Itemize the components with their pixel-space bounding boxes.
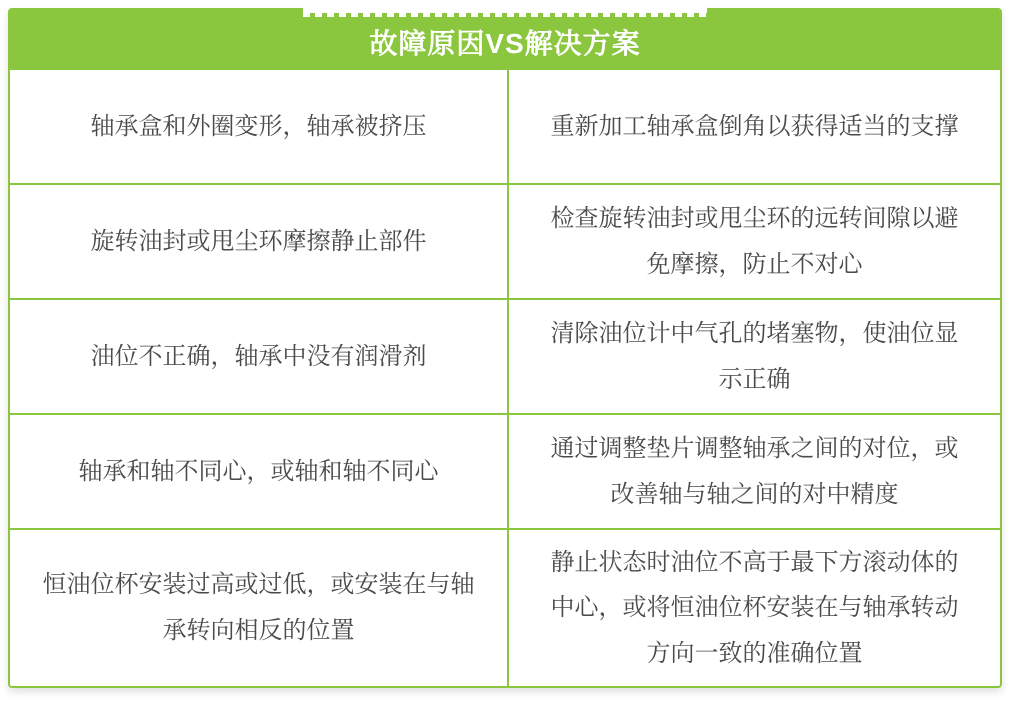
- cause-cell: 轴承盒和外圈变形，轴承被挤压: [90, 112, 427, 140]
- table-row: [10, 298, 1000, 413]
- solution-cell: 清除油位计中气孔的堵塞物，使油位显示正确: [507, 300, 1000, 413]
- solution-cell: 重新加工轴承盒倒角以获得适当的支撑: [507, 70, 1000, 183]
- cause-cell: 轴承和轴不同心，或轴和轴不同心: [78, 457, 439, 485]
- perforated-edge-decoration: [303, 0, 707, 13]
- solution-cell: 静止状态时油位不高于最下方滚动体的中心，或将恒油位杯安装在与轴承转动方向一致的准确位置: [507, 530, 1000, 686]
- table-row: [10, 528, 1000, 686]
- cause-cell: 油位不正确，轴承中没有润滑剂: [90, 342, 427, 370]
- cause-cell: 恒油位杯安装过高或过低，或安装在与轴承转向相反的位置: [42, 571, 475, 644]
- cause-cell: 旋转油封或甩尘环摩擦静止部件: [90, 227, 427, 255]
- table-row: [10, 413, 1000, 528]
- table-title: 故障原因VS解决方案: [369, 28, 641, 59]
- table-row: [10, 68, 1000, 183]
- table-row: [10, 183, 1000, 298]
- table-header: [10, 10, 1000, 68]
- solution-cell: 检查旋转油封或甩尘环的远转间隙以避免摩擦，防止不对心: [507, 185, 1000, 298]
- solution-cell: 通过调整垫片调整轴承之间的对位，或改善轴与轴之间的对中精度: [507, 415, 1000, 528]
- fault-solution-table-card: [8, 8, 1002, 688]
